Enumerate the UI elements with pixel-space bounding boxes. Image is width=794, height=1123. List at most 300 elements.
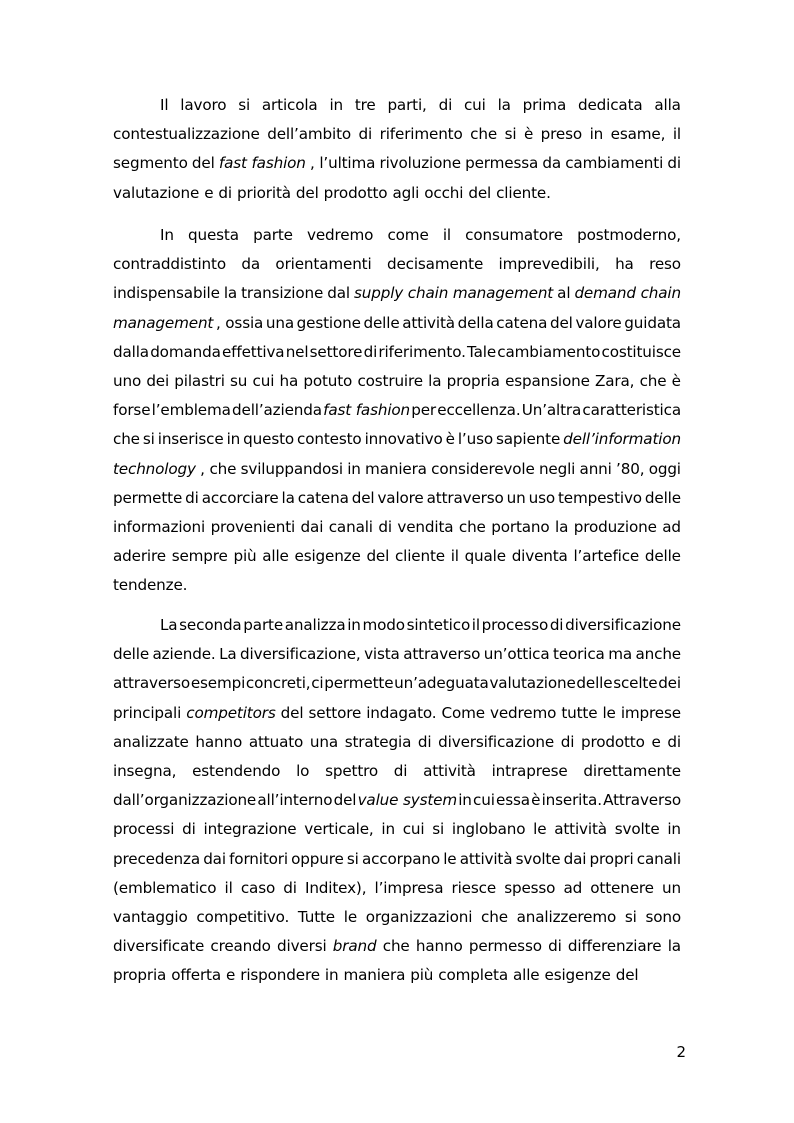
word: diversificazione, bbox=[240, 645, 361, 664]
word: valore bbox=[575, 313, 622, 332]
word: delle bbox=[113, 645, 150, 664]
text-line bbox=[113, 932, 681, 961]
word: occhi bbox=[424, 183, 464, 202]
word: sono bbox=[645, 907, 681, 926]
word: transizione bbox=[241, 284, 324, 303]
word: essa bbox=[496, 791, 530, 810]
word: dei bbox=[658, 674, 681, 693]
word: cui bbox=[252, 371, 275, 390]
word: oppure bbox=[291, 849, 344, 868]
word: diversi bbox=[277, 937, 327, 956]
italic-term: brand bbox=[332, 937, 377, 956]
word: preso bbox=[540, 125, 583, 144]
word: e bbox=[204, 183, 214, 202]
word: intraprese bbox=[491, 761, 568, 780]
word: propria bbox=[446, 371, 500, 390]
text-line bbox=[113, 279, 681, 308]
word: del bbox=[468, 183, 492, 202]
word: che bbox=[470, 125, 498, 144]
text-line bbox=[113, 484, 681, 513]
word: alle bbox=[262, 547, 289, 566]
text-line bbox=[113, 874, 681, 903]
text-line bbox=[113, 640, 681, 669]
word: al bbox=[557, 284, 571, 303]
word: canali bbox=[636, 849, 681, 868]
word: analizza bbox=[284, 616, 346, 634]
word: prima bbox=[522, 96, 567, 114]
word: contestualizzazione bbox=[113, 125, 260, 144]
text-line bbox=[113, 455, 681, 484]
italic-term: technology bbox=[113, 459, 196, 478]
italic-term: dell’information bbox=[563, 430, 681, 449]
word: uno bbox=[113, 371, 142, 390]
word: vista bbox=[364, 645, 400, 664]
word: il bbox=[450, 547, 459, 566]
word: si bbox=[142, 430, 155, 449]
word: verticale, bbox=[304, 820, 374, 839]
word: di bbox=[218, 183, 232, 202]
word: segmento bbox=[113, 154, 188, 173]
word: accorpano bbox=[361, 849, 441, 868]
word: delle bbox=[576, 674, 613, 693]
word: domanda bbox=[150, 342, 221, 361]
word: La bbox=[160, 616, 178, 634]
word: su bbox=[230, 371, 248, 390]
text-line bbox=[113, 179, 681, 208]
word: tempestivo bbox=[557, 488, 642, 507]
word: dai bbox=[300, 517, 324, 536]
word: insegna, bbox=[113, 761, 177, 780]
word: vedremo bbox=[490, 703, 557, 722]
word: in bbox=[347, 616, 361, 634]
word: svolte bbox=[614, 820, 660, 839]
italic-term: demand chain bbox=[574, 284, 681, 303]
word: La bbox=[219, 645, 237, 664]
word: forse bbox=[113, 401, 151, 420]
word: la bbox=[555, 517, 569, 536]
word: del bbox=[333, 791, 357, 810]
word: propria bbox=[113, 966, 167, 985]
word: Tutte bbox=[297, 907, 336, 926]
word: costituisce bbox=[601, 342, 681, 361]
word: catena bbox=[297, 488, 349, 507]
word: processi bbox=[113, 820, 175, 839]
word: differenziare bbox=[567, 937, 662, 956]
paragraph-intro bbox=[113, 91, 681, 208]
word: potuto bbox=[303, 371, 353, 390]
word: ci bbox=[311, 674, 324, 693]
word: consumatore bbox=[465, 226, 563, 244]
word: quale bbox=[464, 547, 506, 566]
word: si bbox=[346, 849, 359, 868]
word: le bbox=[443, 849, 457, 868]
page-number: 2 bbox=[676, 1043, 686, 1061]
text-line bbox=[113, 149, 681, 178]
word: analizzate bbox=[113, 732, 189, 751]
word: Il bbox=[160, 96, 169, 114]
word: attraverso bbox=[113, 674, 191, 693]
text-line bbox=[113, 786, 681, 815]
italic-term: management bbox=[113, 313, 214, 332]
word: Inditex), bbox=[304, 878, 367, 897]
word: di bbox=[549, 616, 564, 634]
word: in bbox=[589, 125, 604, 144]
word: In bbox=[160, 226, 174, 244]
word: un’adeguata bbox=[394, 674, 489, 693]
word: canali bbox=[328, 517, 373, 536]
word: da bbox=[542, 154, 562, 173]
word: estendendo bbox=[192, 761, 281, 780]
word: rispondere bbox=[240, 966, 320, 985]
word: cliente. bbox=[496, 183, 551, 202]
word: ha bbox=[279, 371, 299, 390]
word: più bbox=[233, 547, 257, 566]
word: in bbox=[226, 430, 241, 449]
word: delle bbox=[363, 313, 400, 332]
word: modo bbox=[362, 616, 405, 634]
word: cui bbox=[402, 820, 425, 839]
italic-term: competitors bbox=[186, 703, 276, 722]
word: di bbox=[548, 937, 562, 956]
word: provenienti bbox=[210, 517, 296, 536]
word: inserisce bbox=[157, 430, 224, 449]
word: è bbox=[671, 371, 681, 390]
word: lo bbox=[296, 761, 310, 780]
word: si bbox=[238, 96, 251, 114]
word: parte bbox=[243, 616, 284, 634]
word: è bbox=[523, 125, 534, 144]
word: catena bbox=[496, 313, 548, 332]
italic-term: value system bbox=[357, 791, 457, 810]
word: che bbox=[639, 371, 667, 390]
text-line bbox=[113, 396, 681, 425]
word: tendenze. bbox=[113, 576, 188, 595]
word: si bbox=[504, 125, 517, 144]
word: il bbox=[672, 125, 681, 144]
word: del bbox=[280, 703, 304, 722]
word: Tale bbox=[467, 342, 497, 361]
word: di bbox=[667, 154, 681, 173]
word: di bbox=[283, 878, 297, 897]
word: ma bbox=[608, 645, 632, 664]
word: la bbox=[667, 937, 681, 956]
word: di bbox=[438, 96, 453, 114]
word: la bbox=[281, 488, 295, 507]
word: uso bbox=[528, 488, 555, 507]
word: scelte bbox=[613, 674, 658, 693]
word: del bbox=[191, 154, 215, 173]
word: diventa bbox=[511, 547, 568, 566]
paragraph-part-one bbox=[113, 221, 681, 600]
italic-term: fast fashion bbox=[218, 154, 306, 173]
word: agli bbox=[392, 183, 420, 202]
word: l’emblema bbox=[151, 401, 231, 420]
word: priorità bbox=[236, 183, 291, 202]
word: esigenze bbox=[544, 966, 611, 985]
word: Zara, bbox=[595, 371, 635, 390]
text-line bbox=[113, 961, 681, 990]
word: tutte bbox=[561, 703, 598, 722]
text-line bbox=[113, 221, 681, 250]
word: del bbox=[549, 313, 573, 332]
word: contraddistinto bbox=[113, 255, 226, 274]
word: settore bbox=[308, 703, 362, 722]
word: inserita. bbox=[541, 791, 602, 810]
word: come bbox=[387, 226, 429, 244]
word: permette bbox=[324, 674, 394, 693]
word: per bbox=[411, 401, 437, 420]
word: spesso bbox=[504, 878, 556, 897]
word: di bbox=[185, 488, 199, 507]
word: reso bbox=[649, 255, 681, 274]
word: Un’altra bbox=[521, 401, 582, 420]
text-line bbox=[113, 757, 681, 786]
word: maniera bbox=[365, 459, 427, 478]
word: informazioni bbox=[113, 517, 206, 536]
word: esame, bbox=[610, 125, 666, 144]
word: seconda bbox=[179, 616, 242, 634]
word: il bbox=[471, 616, 480, 634]
word: vendita bbox=[397, 517, 454, 536]
word: di bbox=[667, 732, 681, 751]
word: precedenza bbox=[113, 849, 200, 868]
word: sempre bbox=[171, 547, 228, 566]
word: l’impresa bbox=[374, 878, 444, 897]
text-line bbox=[113, 367, 681, 396]
word: organizzazioni bbox=[365, 907, 473, 926]
word: cliente bbox=[394, 547, 445, 566]
word: un’ottica bbox=[483, 645, 550, 664]
word: innovativo bbox=[364, 430, 443, 449]
word: in bbox=[347, 459, 361, 478]
word: spettro bbox=[325, 761, 379, 780]
text-line bbox=[113, 542, 681, 571]
text-line bbox=[113, 309, 681, 338]
word: di bbox=[417, 732, 432, 751]
word: competitivo. bbox=[196, 907, 290, 926]
word: articola bbox=[261, 96, 318, 114]
word: oggi bbox=[648, 459, 681, 478]
word: indispensabile bbox=[113, 284, 220, 303]
word: attuato bbox=[248, 732, 304, 751]
word: e bbox=[226, 966, 236, 985]
text-line bbox=[113, 571, 681, 600]
word: del bbox=[351, 488, 375, 507]
word: completa bbox=[438, 966, 508, 985]
word: le bbox=[533, 820, 547, 839]
word: hanno bbox=[195, 732, 243, 751]
italic-term: fast fashion bbox=[323, 401, 411, 420]
word: integrazione bbox=[203, 820, 297, 839]
word: e bbox=[651, 732, 661, 751]
word: cambiamento bbox=[497, 342, 601, 361]
word: un bbox=[506, 488, 526, 507]
word: attività bbox=[554, 820, 607, 839]
word: accorciare bbox=[201, 488, 279, 507]
word: che bbox=[382, 937, 410, 956]
word: sapiente bbox=[496, 430, 561, 449]
word: svolte bbox=[515, 849, 561, 868]
word: valutazione bbox=[489, 674, 576, 693]
text-line bbox=[113, 815, 681, 844]
word: strategia bbox=[344, 732, 412, 751]
word: cui bbox=[473, 791, 495, 810]
word: che bbox=[481, 907, 508, 926]
word: nel bbox=[285, 342, 309, 361]
word: sintetico bbox=[406, 616, 471, 634]
word: , ossia bbox=[215, 313, 264, 332]
word: è bbox=[531, 791, 541, 810]
word: dai bbox=[203, 849, 226, 868]
word: ad bbox=[662, 517, 681, 536]
word: inglobano bbox=[451, 820, 526, 839]
word: rivoluzione bbox=[379, 154, 461, 173]
word: propri bbox=[589, 849, 634, 868]
word: valore bbox=[377, 488, 424, 507]
word: da bbox=[241, 255, 261, 274]
word: imprevedibili, bbox=[498, 255, 600, 274]
word: vedremo bbox=[307, 226, 374, 244]
italic-term: supply chain management bbox=[354, 284, 554, 303]
word: si bbox=[432, 820, 445, 839]
word: analizzeremo bbox=[516, 907, 617, 926]
word: processo bbox=[481, 616, 549, 634]
word: postmoderno, bbox=[577, 226, 681, 244]
word: che bbox=[458, 517, 486, 536]
word: in bbox=[329, 96, 343, 114]
word: caratteristica bbox=[582, 401, 681, 420]
word: (emblematico bbox=[113, 878, 217, 897]
text-line bbox=[113, 611, 681, 640]
word: dell’ambito bbox=[267, 125, 352, 144]
word: cui bbox=[463, 96, 486, 114]
word: alle bbox=[513, 966, 540, 985]
text-line bbox=[113, 425, 681, 454]
word: un bbox=[662, 878, 681, 897]
word: portano bbox=[491, 517, 550, 536]
word: settore bbox=[309, 342, 363, 361]
word: diversificazione bbox=[565, 616, 681, 634]
word: è bbox=[445, 430, 455, 449]
word: esigenze bbox=[294, 547, 361, 566]
word: ottenere bbox=[590, 878, 654, 897]
word: all’interno bbox=[257, 791, 333, 810]
word: attraverso bbox=[403, 645, 481, 664]
word: aderire bbox=[113, 547, 166, 566]
word: vantaggio bbox=[113, 907, 188, 926]
word: alla bbox=[654, 96, 681, 114]
word: caso bbox=[240, 878, 276, 897]
word: l’uso bbox=[457, 430, 493, 449]
word: dalla bbox=[113, 342, 149, 361]
word: fornitori bbox=[229, 849, 288, 868]
word: eccellenza. bbox=[437, 401, 521, 420]
word: ’80, bbox=[616, 459, 645, 478]
word: attraverso bbox=[426, 488, 504, 507]
word: questa bbox=[188, 226, 239, 244]
word: riferimento. bbox=[378, 342, 466, 361]
text-line bbox=[113, 699, 681, 728]
word: diversificate bbox=[113, 937, 205, 956]
word: valutazione bbox=[113, 183, 200, 202]
word: Come bbox=[441, 703, 485, 722]
word: delle bbox=[644, 547, 681, 566]
word: sviluppandosi bbox=[240, 459, 343, 478]
word: la bbox=[428, 371, 442, 390]
word: di bbox=[182, 820, 196, 839]
word: che bbox=[113, 430, 140, 449]
word: del bbox=[295, 183, 319, 202]
text-line bbox=[113, 669, 681, 698]
word: dall’organizzazione bbox=[113, 791, 257, 810]
word: costruire bbox=[357, 371, 423, 390]
word: produzione bbox=[573, 517, 657, 536]
word: , che bbox=[200, 459, 237, 478]
word: parti, bbox=[387, 96, 427, 114]
word: del bbox=[366, 547, 390, 566]
word: dal bbox=[327, 284, 350, 303]
word: dei bbox=[146, 371, 170, 390]
word: in bbox=[381, 820, 395, 839]
word: tre bbox=[354, 96, 376, 114]
word: di bbox=[560, 732, 575, 751]
word: , l’ultima bbox=[309, 154, 376, 173]
word: teorica bbox=[553, 645, 605, 664]
word: indagato. bbox=[366, 703, 437, 722]
text-line bbox=[113, 120, 681, 149]
word: lavoro bbox=[180, 96, 227, 114]
word: una bbox=[309, 732, 338, 751]
word: delle bbox=[644, 488, 681, 507]
word: permette bbox=[113, 488, 183, 507]
word: anche bbox=[635, 645, 681, 664]
word: maniera bbox=[343, 966, 406, 985]
word: riferimento bbox=[379, 125, 463, 144]
word: parte bbox=[253, 226, 293, 244]
word: attività bbox=[402, 313, 455, 332]
word: la bbox=[223, 284, 238, 303]
word: dedicata bbox=[577, 96, 643, 114]
word: in bbox=[667, 820, 681, 839]
word: principali bbox=[113, 703, 182, 722]
paragraph-part-two bbox=[113, 611, 681, 990]
word: effettiva bbox=[221, 342, 285, 361]
word: ha bbox=[615, 255, 634, 274]
word: del bbox=[615, 966, 639, 985]
word: il bbox=[224, 878, 233, 897]
word: questo bbox=[243, 430, 295, 449]
word: l’artefice bbox=[573, 547, 640, 566]
word: dell’azienda bbox=[232, 401, 322, 420]
text-line bbox=[113, 728, 681, 757]
word: attività bbox=[459, 849, 513, 868]
word: attività bbox=[423, 761, 476, 780]
word: in bbox=[458, 791, 472, 810]
word: diversificazione bbox=[438, 732, 555, 751]
word: di bbox=[378, 517, 392, 536]
word: offerta bbox=[171, 966, 222, 985]
word: decisamente bbox=[386, 255, 484, 274]
word: contesto bbox=[297, 430, 362, 449]
word: le bbox=[343, 907, 358, 926]
word: considerevole bbox=[431, 459, 535, 478]
word: di bbox=[363, 342, 378, 361]
text-line bbox=[113, 338, 681, 367]
word: cambiamenti bbox=[565, 154, 664, 173]
text-line bbox=[113, 903, 681, 932]
word: negli bbox=[538, 459, 576, 478]
word: ad bbox=[563, 878, 583, 897]
